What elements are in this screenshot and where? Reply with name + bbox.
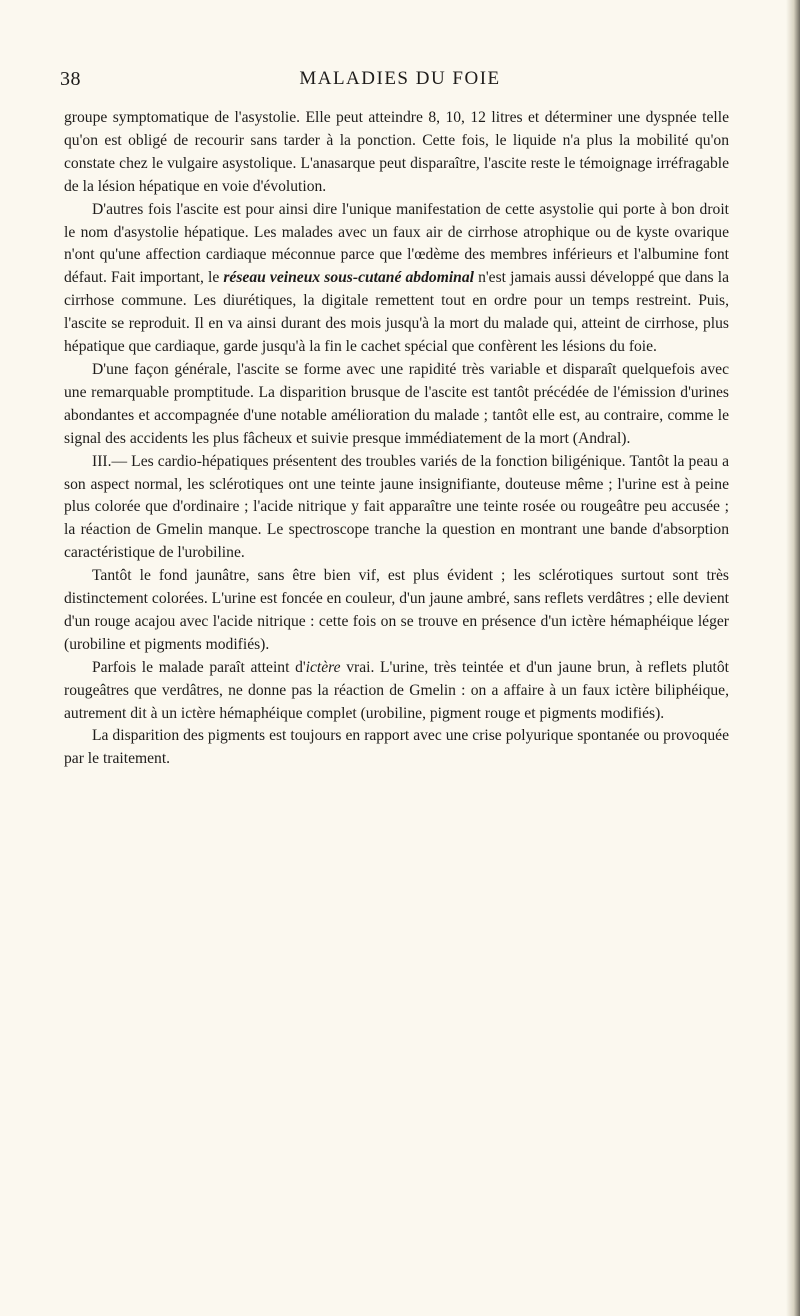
text-segment: Parfois le malade paraît atteint d' — [92, 658, 306, 676]
running-title: MALADIES DU FOIE — [299, 68, 501, 89]
paragraph-4 — [64, 451, 729, 566]
text-segment: La disparition des pigments est toujours en rapport avec une crise polyurique spontanée ou provoquée par le traitement. — [64, 727, 729, 768]
text-segment: groupe symptomatique de l'asystolie. Elle peut atteindre 8, 10, 12 litres et déterminer une dyspnée telle qu'on est obligé de recourir sans tarder à la ponction. Cette fois, le liquide n'a plus la mobilité qu'on constate chez le vulgaire asystolique. L'anasarque peut disparaître, l'ascite reste le témoignage irréfragable de la lésion hépatique en voie d'évolution. — [64, 109, 729, 195]
text-segment: Tantôt le fond jaunâtre, sans être bien vif, est plus évident ; les sclérotiques surtout sont très distinctement colorées. L'urine est foncée en couleur, d'un jaune ambré, sans reflets verdâtres ; elle devient d'un rouge acajou avec l'acide nitrique : cette fois on se trouve en présence d'un ictère hémaphéique léger (urobiline et pigments modifiés). — [64, 567, 729, 653]
body-text — [64, 107, 729, 771]
emphasized-term: réseau veineux sous-cutané abdominal — [223, 269, 474, 287]
text-segment: n'est jamais aussi développé que dans la cirrhose commune. Les diurétiques, la digitale remettent tout en ordre pour un temps restreint. Puis, l'ascite se reproduit. Il en va ainsi durant des mois jusqu'à la mort du malade qui, atteint de cirrhose, plus hépatique que cardiaque, garde jusqu'à la fin le cachet spécial que confèrent les lésions du foie. — [64, 269, 729, 356]
paragraph-5 — [64, 565, 729, 657]
paragraph-1 — [64, 107, 729, 199]
text-segment: D'autres fois l'ascite est pour ainsi dire l'unique manifestation de cette asystolie qui porte à bon droit le nom d'asystolie hépatique. Les malades avec un faux air de cirrhose atrophique ou de kyste ovarique n'ont qu'une affection cardiaque méconnue parce que l'œdème des membres inférieurs et l'albumine font défaut. Fait important, le — [64, 200, 729, 287]
text-segment: III.— Les cardio-hépatiques présentent des troubles variés de la fonction biligénique. Tantôt la peau a son aspect normal, les sclérotiques ont une teinte jaune insignifiante, douteuse même ; l'urine est à peine plus colorée que d'ordinaire ; l'acide nitrique y fait apparaître une teinte rosée ou rougeâtre peu accusée ; la réaction de Gmelin manque. Le spectroscope tranche la question en montrant une bande d'absorption caractéristique de l'urobiline. — [64, 452, 729, 562]
paragraph-7 — [64, 725, 729, 771]
page-binding-edge — [786, 0, 800, 1316]
page-number: 38 — [60, 68, 81, 90]
page-header — [60, 68, 740, 94]
paragraph-3 — [64, 359, 729, 451]
text-segment: vrai. L'urine, très teintée et d'un jaune brun, à reflets plutôt rougeâtres que verdâtres, ne donne pas la réaction de Gmelin : on a affaire à un faux ictère biliphéique, autrement dit à un ictère hémaphéique complet (urobiline, pigment rouge et pigments modifiés). — [64, 658, 729, 722]
text-segment: D'une façon générale, l'ascite se forme avec une rapidité très variable et disparaît quelquefois avec une remarquable promptitude. La disparition brusque de l'ascite est tantôt précédée de l'émission d'urines abondantes et accompagnée d'une notable amélioration du malade ; tantôt elle est, au contraire, comme le signal des accidents les plus fâcheux et suivie presque immédiatement de la mort (Andral). — [64, 360, 729, 447]
paragraph-6 — [64, 657, 729, 726]
paragraph-2 — [64, 199, 729, 359]
italic-term: ictère — [305, 658, 341, 676]
